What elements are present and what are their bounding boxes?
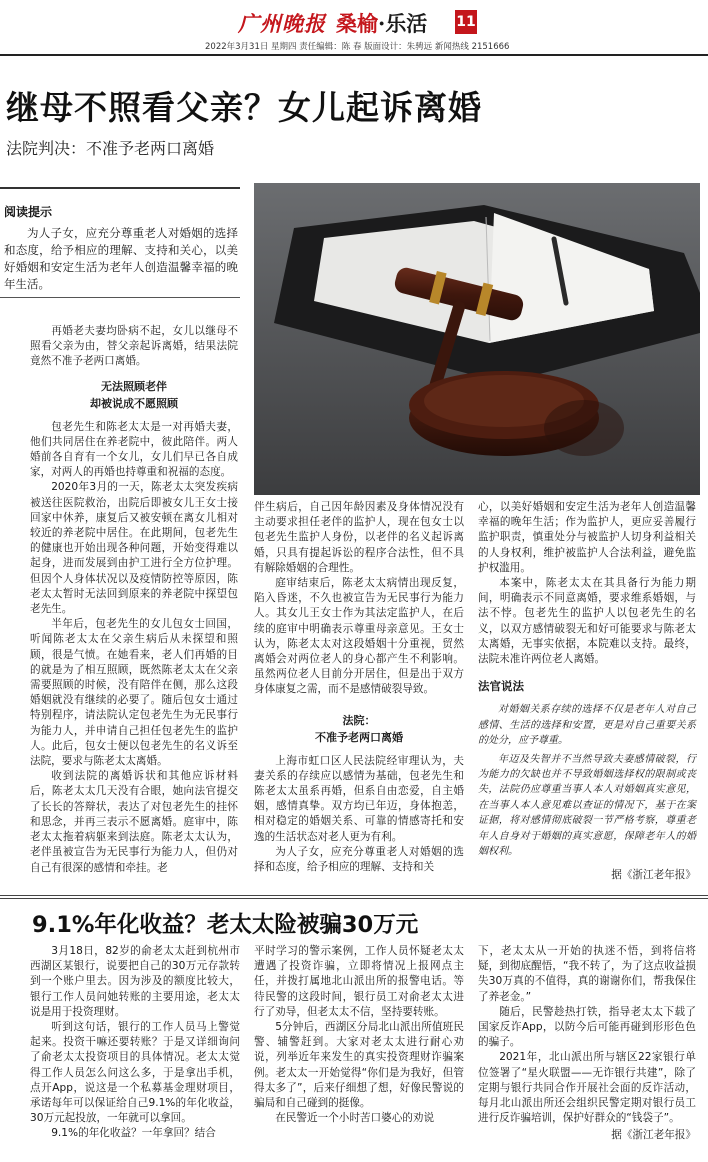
paragraph: 年迈及失智并不当然导致夫妻感情破裂，行为能力的欠缺也并不导致婚姻选择权的限制或丧失，法院仍应尊重当事人本人对婚姻真实意见，在当事人本人意见难以查证的情况下，基于在案证据，将对感情彻底破裂一节严格考察，尊重老年人自身对于婚姻的真实意愿，保障老年人的婚姻权利。 [478, 753, 696, 858]
paragraph: 平时学习的警示案例，工作人员怀疑老太太遭遇了投资诈骗，立即将情况上报网点主任，并拨打属地北山派出所的报警电话。等待民警的这段时间，银行员工对俞老太太进行了劝导，但老太太不信，坚持要转账。 [254, 945, 464, 1018]
paragraph: 心，以美好婚姻和安定生活为老年人创造温馨幸福的晚年生活；作为监护人，更应妥善履行监护职责，慎重处分与被监护人切身利益相关的人身权利，维护被监护人合法利益，避免监护权滥用。 [478, 501, 696, 574]
reading-tip-body: 为人子女，应充分尊重老人对婚姻的选择和态度，给予相应的理解、支持和关心，以美好婚姻和安定生活为老年人创造温馨幸福的晚年生活。 [4, 226, 238, 291]
article-divider [0, 895, 708, 896]
section-separator: · [378, 11, 386, 36]
article1-column-1 [30, 324, 238, 876]
paragraph: 上海市虹口区人民法院经审理认为，夫妻关系的存续应以感情为基础，包老先生和陈老太太虽系再婚，但系自由恋爱，自主婚姻，感情真挚。双方均已年迈，身体抱恙，相对稳定的婚姻关系、可靠的情感寄托和安逸的生活状态对老人更为有利。 [254, 754, 464, 843]
paragraph: 半年后，包老先生的女儿包女士回国，听闻陈老太太在父亲生病后从未探望和照顾，很是气愤。在她看来，老人们再婚的目的就是为了相互照顾，既然陈老太太在父亲需要照顾的时候，没有陪伴在侧，那么这段婚姻就没有继续的必要了。随后包女士通过特别程序，请法院认定包老先生为无民事行为能力人，并申请自己担任包老先生的监护人。此后，包女士便以包老先生的名义诉至法院，要求与陈老太太离婚。 [30, 618, 238, 768]
article1-subheading-1 [30, 378, 238, 412]
article2-column-2 [254, 944, 464, 1126]
section-name [336, 8, 427, 38]
tip-top-rule [0, 187, 240, 189]
subheading-line: 不准予老两口离婚 [315, 730, 403, 744]
paragraph: 对婚姻关系存续的选择不仅是老年人对自己感情、生活的选择和安置，更是对自己重要关系的处分，应予尊重。 [478, 704, 696, 747]
subheading-line: 无法照顾老伴 [101, 379, 167, 393]
paragraph: 在民警近一个小时苦口婆心的劝说 [275, 1112, 435, 1125]
masthead [0, 0, 708, 56]
article-divider [0, 898, 708, 899]
edition-info: 2022年3月31日 星期四 责任编辑：陈 春 版面设计：朱骋远 新闻热线 2151666 [205, 42, 510, 52]
paragraph: 3月18日，82岁的俞老太太赶到杭州市西湖区某银行，说要把自己的30万元存款转到一个账户里去。因为涉及的额度比较大，银行工作人员问她转账的主要用途，老太太说是用于投资理财。 [30, 945, 240, 1018]
paragraph: 伴生病后，自己因年龄因素及身体情况没有主动要求担任老伴的监护人，现在包女士以包老先生监护人身份，以老伴的名义起诉离婚，只具有提起诉讼的程序合法性，但不具有解除婚姻的合理性。 [254, 501, 464, 574]
paragraph: 庭审结束后，陈老太太病情出现反复，陷入昏迷，不久也被宣告为无民事行为能力人。其女儿王女士作为其法定监护人，在后续的庭审中明确表示尊重母亲意见。王女士认为，陈老太太对这段婚姻十分重视，贸然离婚会对两位老人的身心都产生不利影响。虽然两位老人目前分开居住，但是出于双方身体康复之需，而不是感情破裂导致。 [254, 577, 464, 696]
judge-commentary-title: 法官说法 [478, 679, 524, 694]
paragraph: 9.1%的年化收益？一年拿回？结合 [51, 1127, 216, 1140]
gavel-illustration [254, 183, 700, 495]
paragraph: 为人子女，应充分尊重老人对婚姻的选择和态度，给予相应的理解、支持和关 [254, 845, 464, 874]
paragraph: 2021年，北山派出所与辖区22家银行单位签署了“星火联盟——无诈银行共建”，除了定期与银行共同合作开展社会面的反诈活动，每月北山派出所还会组织民警定期对银行员工进行反诈骗培训，保护好群众的“钱袋子”。 [478, 1051, 696, 1125]
paragraph: 随后，民警趁热打铁，指导老太太下载了国家反诈App，以防今后可能再碰到形形色色的骗子。 [478, 1005, 696, 1049]
masthead-rule [0, 54, 708, 56]
judge-commentary [478, 702, 696, 859]
page-number-badge: 11 [455, 10, 477, 34]
reading-tip-title: 阅读提示 [4, 205, 53, 219]
article1-lead: 再婚老夫妻均卧病不起，女儿以继母不照看父亲为由，替父亲起诉离婚，结果法院竟然不准予老两口离婚。 [30, 325, 238, 368]
gavel-photo [254, 183, 700, 495]
article1-column-3 [478, 500, 696, 883]
section-title: 桑榆 [336, 11, 378, 36]
article1-column-2 [254, 500, 464, 875]
paragraph: 听到这句话，银行的工作人员马上警觉起来。投资干嘛还要转账？于是又详细询问了俞老太太投资项目的具体情况。老太太觉得工作人员怎么问这么多，于是拿出手机，点开App，说这是一个私募基金理财项目，承诺每年可以保证给自己9.1%的年化收益，30万元起投放，一年就可以拿回。 [30, 1021, 240, 1125]
article1-headline: 继母不照看父亲？女儿起诉离婚 [6, 88, 482, 127]
paragraph: 下，老太太从一开始的执迷不悟，到将信将疑，到彻底醒悟，“我不转了，为了这点收益损失30万真的不值得，真的谢谢你们，帮我保住了养老金。” [478, 945, 696, 1003]
subheading-line: 却被说成不愿照顾 [90, 396, 178, 410]
article2-headline: 9.1%年化收益？老太太险被骗30万元 [32, 912, 419, 938]
paragraph: 5分钟后，西湖区分局北山派出所值班民警、辅警赶到。大家对老太太进行耐心劝说，列举近年来发生的真实投资理财诈骗案例。老太太一开始觉得“你们是为我好，但管得太多了”，后来仔细想了想，好像民警说的骗局和自己碰到的挺像。 [254, 1021, 464, 1110]
article1-subheadline: 法院判决：不准予老两口离婚 [6, 139, 215, 158]
article1-source: 据《浙江老年报》 [611, 868, 696, 881]
paper-name: 广州晚报 [238, 11, 326, 36]
paragraph: 本案中，陈老太太在其具备行为能力期间，明确表示不同意离婚，要求维系婚姻，与法不悖。包老先生的监护人以包老先生的名义，以双方感情破裂无和好可能要求与陈老太太离婚，无事实依据，本院难以支持。最终，法院未准许两位老人离婚。 [478, 577, 696, 666]
article2-source: 据《浙江老年报》 [611, 1129, 696, 1142]
article2-column-1 [30, 944, 240, 1142]
section-subtitle: 乐活 [385, 11, 428, 36]
tip-bottom-rule [0, 297, 240, 298]
paragraph: 包老先生和陈老太太是一对再婚夫妻，他们共同居住在养老院中，彼此陪伴。两人婚前各自育有一个女儿，女儿们早已各自成家，对两人的再婚也持尊重和祝福的态度。 [30, 420, 238, 479]
paragraph: 2020年3月的一天，陈老太太突发疾病被送往医院救治，出院后即被女儿王女士接回家中休养，康复后又被安顿在离女儿相对较近的养老院中居住。在此期间，包老先生的健康也开始出现各种问题，开始变得难以起身，进而发展到由护工进行全方位护理。但因个人身体状况以及疫情防控等原因，陈老太太暂时无法回到原来的养老院中探望包老先生。 [30, 481, 238, 616]
article1-subheading-2 [254, 712, 464, 746]
paragraph: 收到法院的离婚诉状和其他应诉材料后，陈老太太几天没有合眼，她向法官提交了长长的答辩状，表达了对包老先生的挂怀和思念，并再三表示不愿离婚。庭审中，陈老太太拖着病躯来到法庭。陈老太太认为，老伴虽被宣告为无民事行为能力人，但仍对自己有很深的感情和牵挂。老 [30, 770, 238, 874]
subheading-line: 法院： [342, 713, 376, 727]
article2-column-3 [478, 944, 696, 1144]
